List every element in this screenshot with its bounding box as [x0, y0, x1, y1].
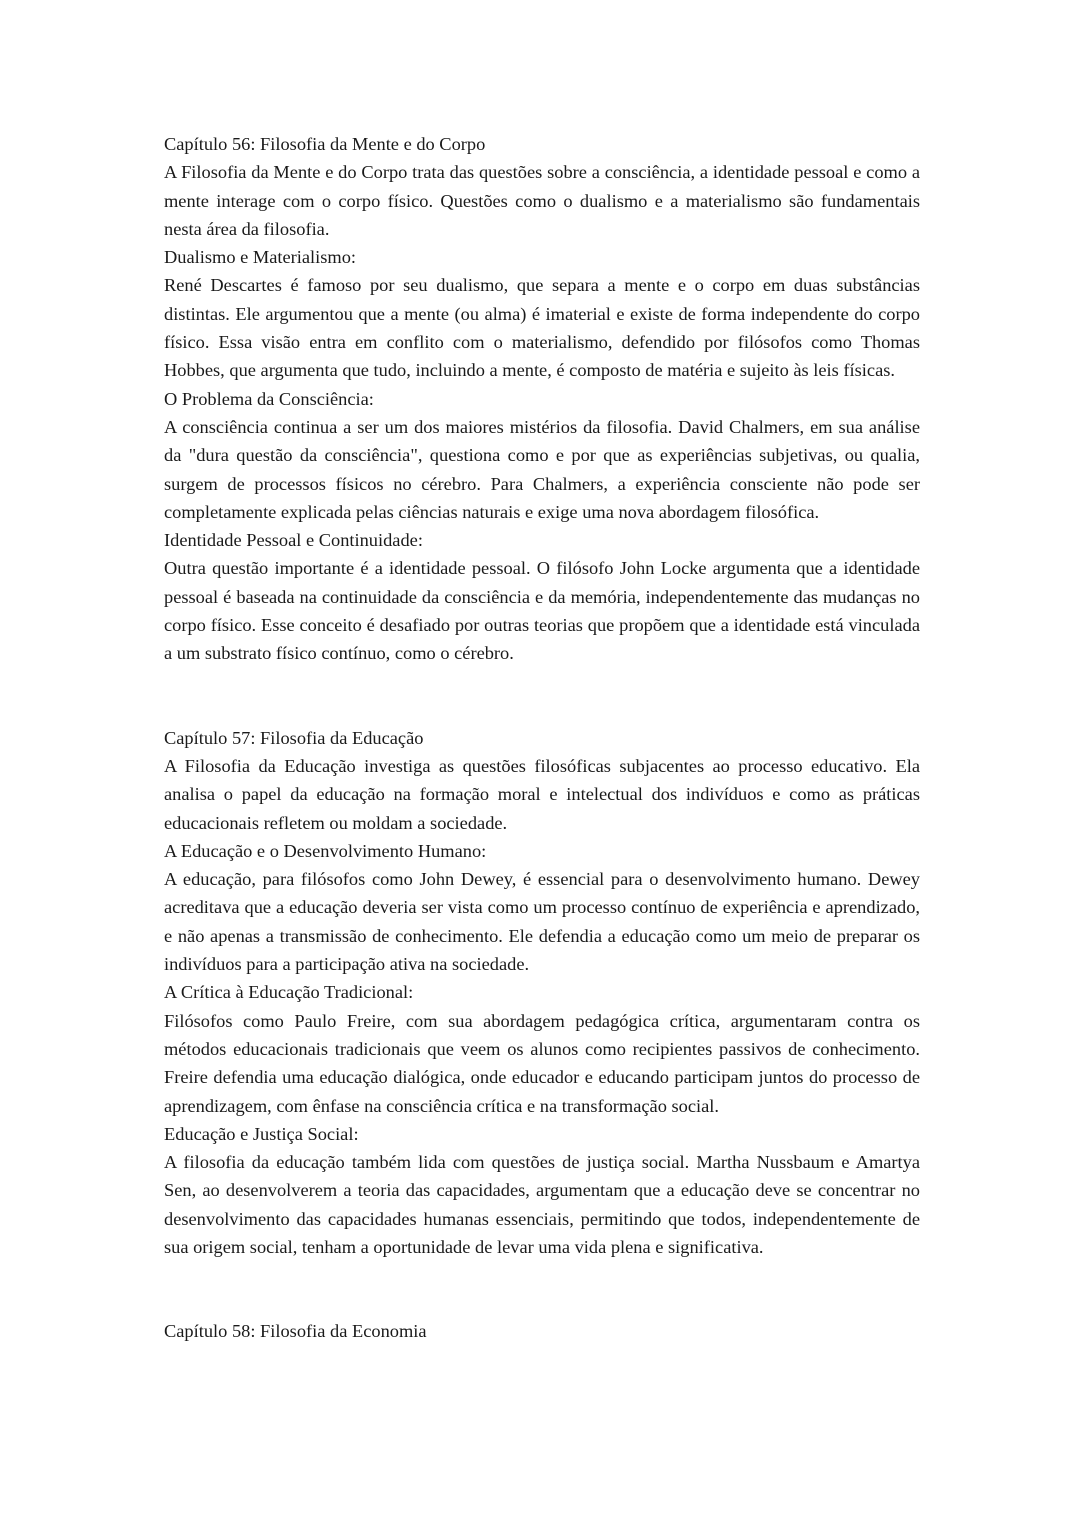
section-heading: Dualismo e Materialismo:	[164, 247, 357, 268]
chapter-58	[164, 1317, 920, 1345]
section-text: René Descartes é famoso por seu dualismo, que separa a mente e o corpo em duas substâncias distintas. Ele argumentou que a mente (ou alma) é imaterial e existe de forma independente do corpo físico. Essa visão entra em conflito com o materialismo, defendido por filósofos como Thomas Hobbes, que argumenta que tudo, incluindo a mente, é composto de matéria e sujeito às leis físicas.	[164, 275, 920, 381]
section-heading: O Problema da Consciência:	[164, 388, 374, 409]
chapter-title: Capítulo 56: Filosofia da Mente e do Corpo	[164, 134, 486, 154]
chapter-intro: A Filosofia da Educação investiga as questões filosóficas subjacentes ao processo educativo. Ela analisa o papel da educação na formação moral e intelectual dos indivíduos e como as práticas educacionais refletem ou moldam a sociedade.	[164, 755, 920, 833]
section-text: A educação, para filósofos como John Dewey, é essencial para o desenvolvimento humano. Dewey acreditava que a educação deveria ser vista como um processo contínuo de experiência e aprendizado, e não apenas a transmissão de conhecimento. Ele defendia a educação como um meio de preparar os indivíduos para a participação ativa na sociedade.	[164, 869, 920, 975]
section-text: Outra questão importante é a identidade pessoal. O filósofo John Locke argumenta que a identidade pessoal é baseada na continuidade da consciência e da memória, independentemente das mudanças no corpo físico. Esse conceito é desafiado por outras teorias que propõem que a identidade está vinculada a um substrato físico contínuo, como o cérebro.	[164, 558, 920, 664]
section-heading: Educação e Justiça Social:	[164, 1123, 359, 1144]
chapter-title: Capítulo 57: Filosofia da Educação	[164, 727, 424, 748]
document-page	[164, 130, 920, 1346]
section-text: A consciência continua a ser um dos maiores mistérios da filosofia. David Chalmers, em sua análise da "dura questão da consciência", questiona como e por que as experiências subjetivas, ou qualia, surgem de processos físicos no cérebro. Para Chalmers, a experiência consciente não pode ser completamente explicada pelas ciências naturais e exige uma nova abordagem filosófica.	[164, 416, 920, 522]
chapter-56	[164, 130, 920, 668]
section-heading: A Crítica à Educação Tradicional:	[164, 982, 414, 1003]
chapter-intro: A Filosofia da Mente e do Corpo trata das questões sobre a consciência, a identidade pessoal e como a mente interage com o corpo físico. Questões como o dualismo e a materialismo são fundamentais nesta área da filosofia.	[164, 162, 920, 239]
chapter-57	[164, 724, 920, 1262]
section-heading: A Educação e o Desenvolvimento Humano:	[164, 840, 487, 861]
chapter-title: Capítulo 58: Filosofia da Economia	[164, 1321, 427, 1342]
section-text: A filosofia da educação também lida com questões de justiça social. Martha Nussbaum e Amartya Sen, ao desenvolverem a teoria das capacidades, argumentam que a educação deve se concentrar no desenvolvimento das capacidades humanas essenciais, permitindo que todos, independentemente de sua origem social, tenham a oportunidade de levar uma vida plena e significativa.	[164, 1152, 920, 1257]
section-text: Filósofos como Paulo Freire, com sua abordagem pedagógica crítica, argumentaram contra os métodos educacionais tradicionais que veem os alunos como recipientes passivos de conhecimento. Freire defendia uma educação dialógica, onde educador e educando participam juntos do processo de aprendizagem, com ênfase na consciência crítica e na transformação social.	[164, 1010, 920, 1116]
section-heading: Identidade Pessoal e Continuidade:	[164, 530, 423, 551]
